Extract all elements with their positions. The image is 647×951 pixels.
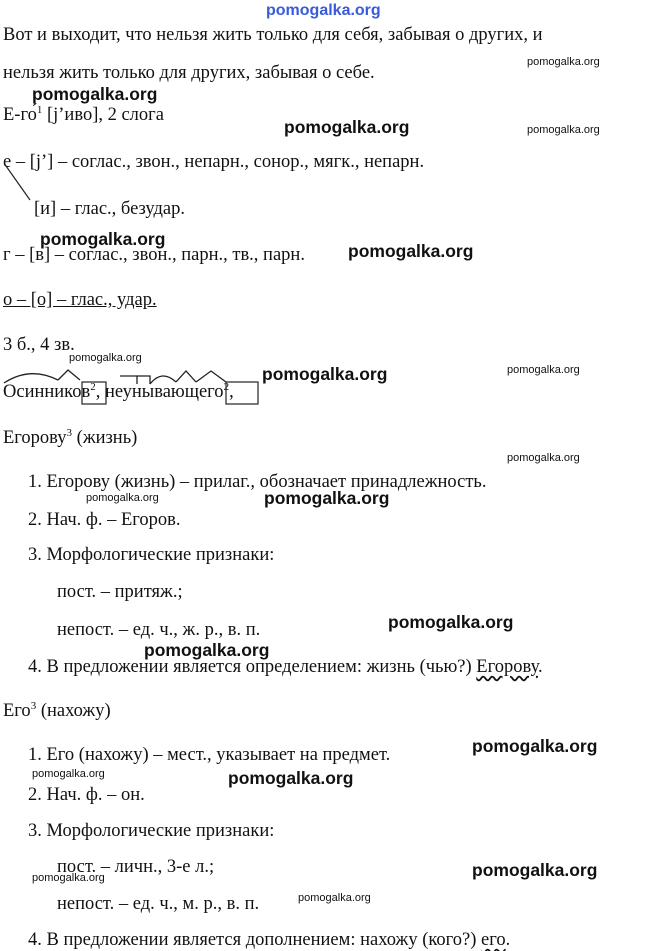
watermark: pomogalka.org [86,492,159,504]
section-2-item-4: 4. В предложении является дополнением: нахожу (кого?) его. [28,930,511,950]
watermark: pomogalka.org [298,892,371,904]
watermark: pomogalka.org [388,612,514,632]
section-1-item-4: 4. В предложении является определением: жизнь (чью?) Егорову. [28,657,543,677]
intro-line-1: Вот и выходит, что нельзя жить только для себя, забывая о других, и [3,25,543,45]
watermark: pomogalka.org [40,229,166,249]
watermark: pomogalka.org [264,488,390,508]
section-2-post: пост. – личн., 3-е л.; [57,857,215,877]
section-1-item-3: 3. Морфологические признаки: [28,545,275,565]
watermark: pomogalka.org [144,640,270,660]
watermark: pomogalka.org [527,124,600,136]
watermark: pomogalka.org [32,768,105,780]
phonetic-line-o: о – [о] – глас., удар. [3,290,157,310]
suffix-caret-icon [58,370,80,380]
watermark: pomogalka.org [507,364,580,376]
section-2-item-1: 1. Его (нахожу) – мест., указывает на предмет. [28,745,391,765]
watermark-top: pomogalka.org [266,2,381,19]
watermark: pomogalka.org [69,352,142,364]
section-2-nepost: непост. – ед. ч., м. р., в. п. [57,894,260,914]
watermark: pomogalka.org [472,860,598,880]
section-1-nepost: непост. – ед. ч., ж. р., в. п. [57,620,261,640]
phonetic-line-g: г – [в] – соглас., звон., парн., тв., парн. [3,245,305,265]
watermark: pomogalka.org [228,768,354,788]
morphemic-word-1: Осинников [3,382,91,402]
section-2-heading: Его$^3$ (нахожу) [3,699,111,721]
morphemic-word-2: неунывающего [104,382,224,402]
watermark: pomogalka.org [32,84,158,104]
watermark: pomogalka.org [507,452,580,464]
section-1-item-1: 1. Егорову (жизнь) – прилаг., обозначает принадлежность. [28,472,487,492]
phonetic-summary: 3 б., 4 зв. [3,335,75,355]
phonetic-word: Е-го́$^1$ [j’иво], 2 слога [3,103,164,125]
section-1-post: пост. – притяж.; [57,582,183,602]
section-2-item-3: 3. Морфологические признаки: [28,821,275,841]
section-2-item-2: 2. Нач. ф. – он. [28,785,145,805]
section-1-item-2: 2. Нач. ф. – Егоров. [28,510,181,530]
watermark: pomogalka.org [284,117,410,137]
phonetic-line-e: е – [j’] – соглас., звон., непарн., сонор., мягк., непарн. [3,152,425,172]
phonetic-line-i: [и] – глас., безудар. [34,199,186,219]
watermark: pomogalka.org [32,872,105,884]
watermark: pomogalka.org [472,736,598,756]
watermark: pomogalka.org [348,241,474,261]
intro-line-2: нельзя жить только для других, забывая о себе. [3,63,375,83]
section-1-heading: Егорову$^3$ (жизнь) [3,426,138,448]
watermark: pomogalka.org [262,364,388,384]
morphemic-line: Осинников$^2$, неунывающего$^2$, [3,380,234,402]
watermark: pomogalka.org [527,56,600,68]
